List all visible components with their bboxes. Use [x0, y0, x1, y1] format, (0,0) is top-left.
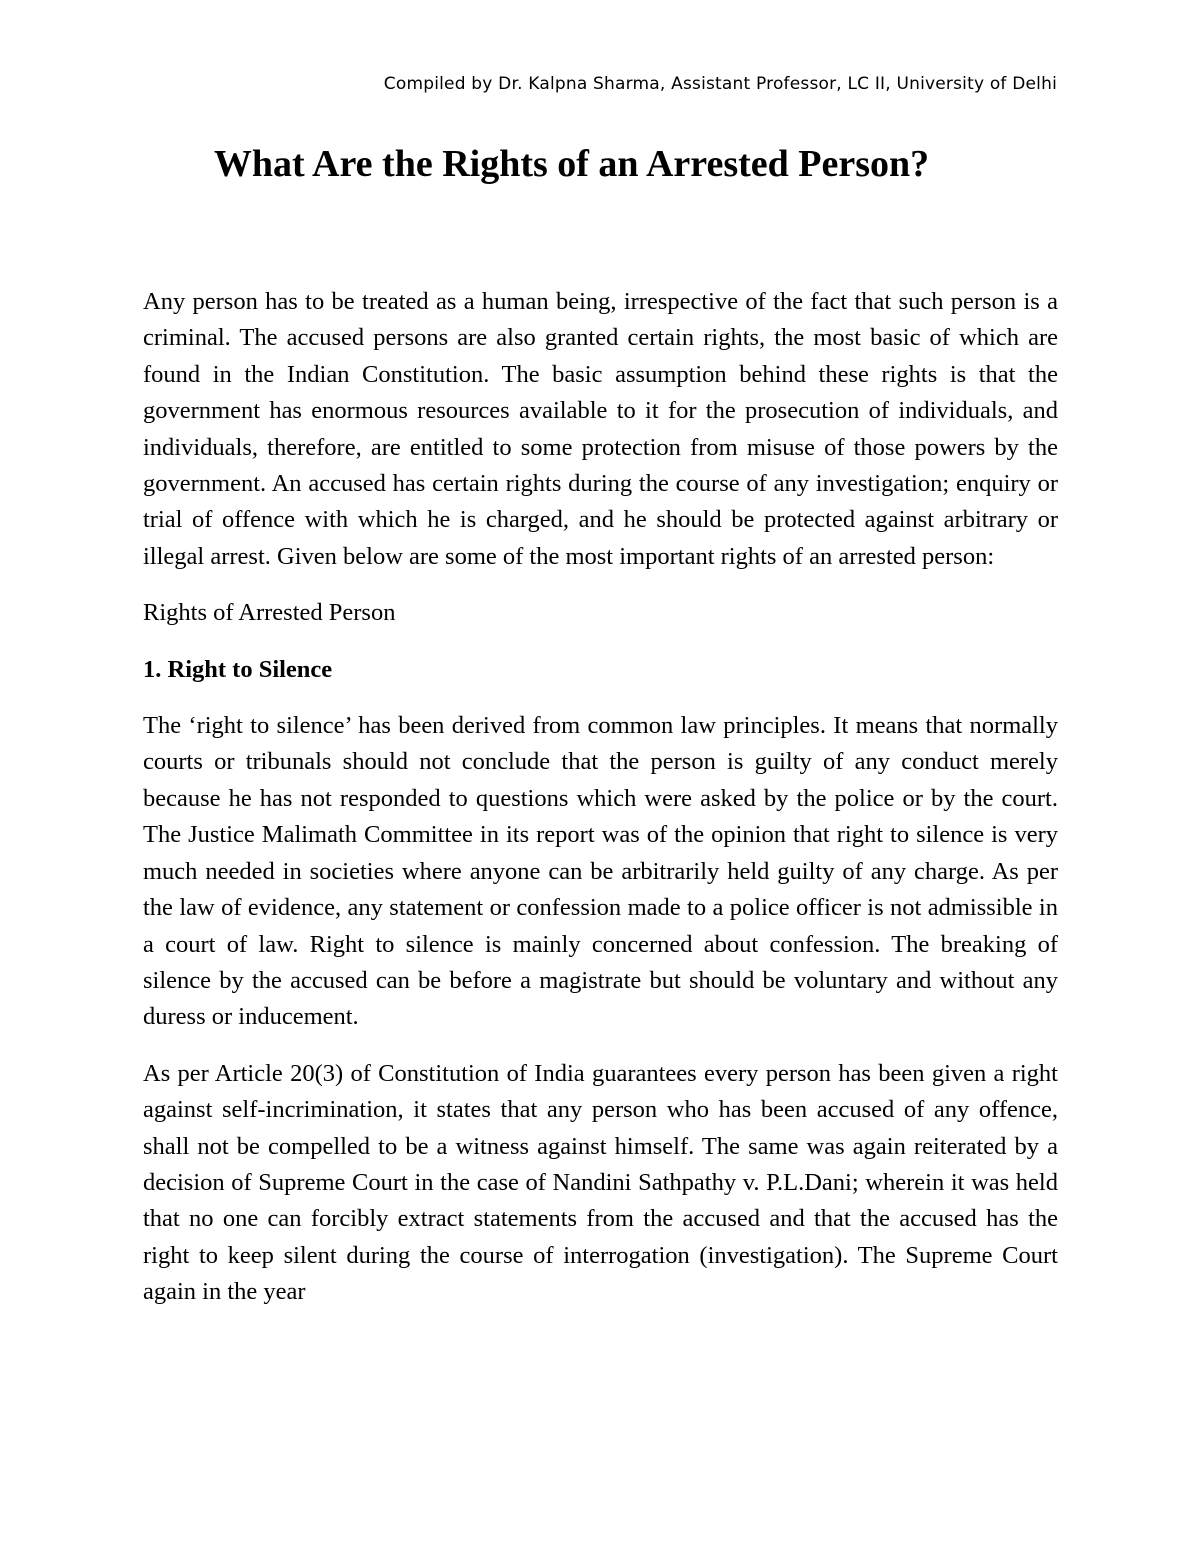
section-label: Rights of Arrested Person — [143, 599, 396, 627]
section-paragraph: The ‘right to silence’ has been derived from common law principles. It means that normally courts or tribunals should not conclude that the person is guilty of any conduct merely because he has not responded to questions which were asked by the police or by the court. The Justice Malimath Committee in its report was of the opinion that right to silence is very much needed in societies where anyone can be arbitrarily held guilty of any charge. As per the law of evidence, any statement or confession made to a police officer is not admissible in a court of law. Right to silence is mainly concerned about confession. The breaking of silence by the accused can be before a magistrate but should be voluntary and without any duress or inducement. — [143, 712, 1058, 1031]
section-paragraph: As per Article 20(3) of Constitution of India guarantees every person has been given a right against self-incrimination, it states that any person who has been accused of any offence, shall not be compelled to be a witness against himself. The same was again reiterated by a decision of Supreme Court in the case of Nandini Sathpathy v. P.L.Dani; wherein it was held that no one can forcibly extract statements from the accused and that the accused has the right to keep silent during the course of interrogation (investigation). The Supreme Court again in the year — [143, 1059, 1058, 1306]
section-heading: 1. Right to Silence — [143, 655, 333, 683]
page-header: Compiled by Dr. Kalpna Sharma, Assistant Professor, LC II, University of Delhi — [383, 74, 1057, 94]
intro-paragraph: Any person has to be treated as a human being, irrespective of the fact that such person is a criminal. The accused persons are also granted certain rights, the most basic of which are found in the Indian Constitution. The basic assumption behind these rights is that the government has enormous resources available to it for the prosecution of individuals, and individuals, therefore, are entitled to some protection from misuse of those powers by the government. An accused has certain rights during the course of any investigation; enquiry or trial of offence with which he is charged, and he should be protected against arbitrary or illegal arrest. Given below are some of the most important rights of an arrested person: — [143, 288, 1058, 570]
document-body — [143, 284, 1058, 1311]
page-title: What Are the Rights of an Arrested Person? — [213, 143, 930, 185]
